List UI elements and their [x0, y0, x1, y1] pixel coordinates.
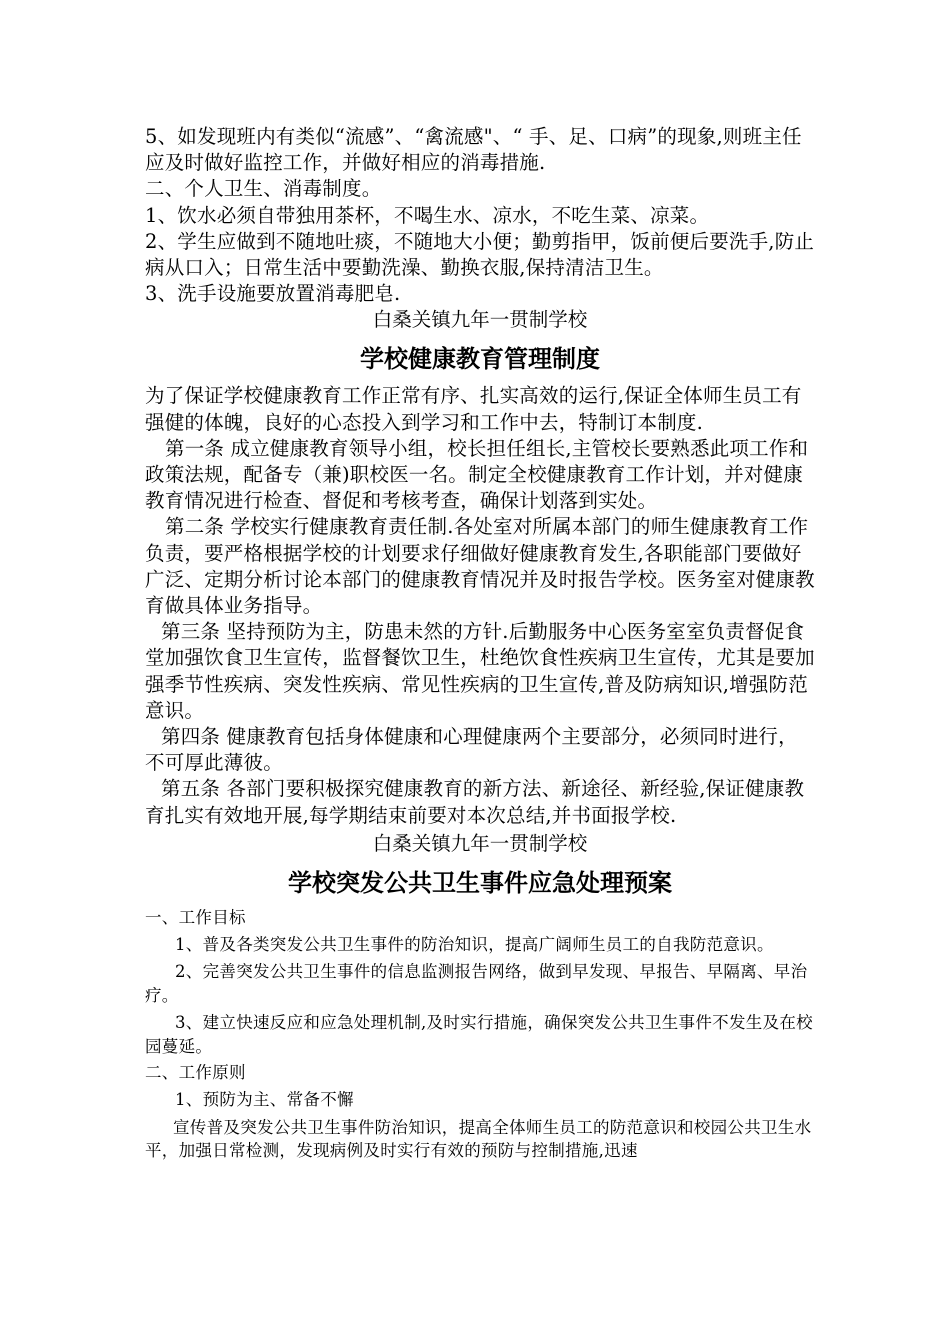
- school-name-2: 白桑关镇九年一贯制学校: [372, 831, 588, 855]
- goal-3: 3、建立快速反应和应急处理机制,及时实行措施，确保突发公共卫生事件不发生及在校园蔓延。: [145, 1013, 813, 1056]
- intro-paragraph: 为了保证学校健康教育工作正常有序、扎实高效的运行,保证全体师生员工有强健的体魄，良好的心态投入到学习和工作中去，特制订本制度.: [145, 384, 802, 434]
- document-title-2: 学校突发公共卫生事件应急处理预案: [288, 868, 672, 897]
- document-title: 学校健康教育管理制度: [360, 345, 600, 374]
- paragraph-drinking-water: 1、饮水必须自带独用茶杯，不喝生水、凉水，不吃生菜、凉菜。: [145, 203, 710, 227]
- heading-work-principles: 二、工作原则: [145, 1063, 246, 1083]
- principle-1-text: 宣传普及突发公共卫生事件防治知识，提高全体师生员工的防范意识和校园公共卫生水平，加强日常检测，发现病例及时实行有效的预防与控制措施,迅速: [145, 1117, 812, 1161]
- article-2: 第二条 学校实行健康教育责任制.各处室对所属本部门的师生健康教育工作负责，要严格根据学校的计划要求仔细做好健康教育发生,各职能部门要做好广泛、定期分析讨论本部门的健康教育情况并及时报告学校。医务室对健康教育做具体业务指导。: [145, 515, 815, 618]
- paragraph-soap: 3、洗手设施要放置消毒肥皂.: [145, 282, 401, 306]
- heading-work-goals: 一、工作目标: [145, 907, 246, 927]
- article-4: 第四条 健康教育包括身体健康和心理健康两个主要部分，必须同时进行，不可厚此薄彼。: [145, 725, 798, 775]
- heading-personal-hygiene: 二、个人卫生、消毒制度。: [145, 177, 382, 201]
- paragraph-item-5: 5、如发现班内有类似“流感”、“禽流感"、“ 手、足、口病”的现象,则班主任应及时做好监控工作，并做好相应的消毒措施.: [145, 125, 802, 175]
- article-1: 第一条 成立健康教育领导小组，校长担任组长,主管校长要熟悉此项工作和政策法规，配备专（兼)职校医一名。制定全校健康教育工作计划，并对健康教育情况进行检查、督促和考核考查，确保计划落到实处。: [145, 436, 809, 513]
- article-5: 第五条 各部门要积极探究健康教育的新方法、新途径、新经验,保证健康教育扎实有效地开展,每学期结束前要对本次总结,并书面报学校.: [145, 777, 805, 827]
- goal-2: 2、完善突发公共卫生事件的信息监测报告网络，做到早发现、早报告、早隔离、早治疗。: [145, 962, 808, 1005]
- school-name: 白桑关镇九年一贯制学校: [372, 308, 588, 332]
- principle-1: 1、预防为主、常备不懈: [175, 1090, 354, 1110]
- goal-1: 1、普及各类突发公共卫生事件的防治知识，提高广阔师生员工的自我防范意识。: [175, 934, 774, 954]
- document-page: [145, 124, 815, 1163]
- article-3: 第三条 坚持预防为主，防患未然的方针.后勤服务中心医务室室负责督促食堂加强饮食卫生宣传，监督餐饮卫生，杜绝饮食性疾病卫生宣传，尤其是要加强季节性疾病、突发性疾病、常见性疾病的卫生宣传,普及防病知识,增强防范意识。: [145, 620, 815, 722]
- paragraph-student-habits: 2、学生应做到不随地吐痰，不随地大小便；勤剪指甲，饭前便后要洗手,防止病从口入；日常生活中要勤洗澡、勤换衣服,保持清洁卫生。: [145, 229, 815, 280]
